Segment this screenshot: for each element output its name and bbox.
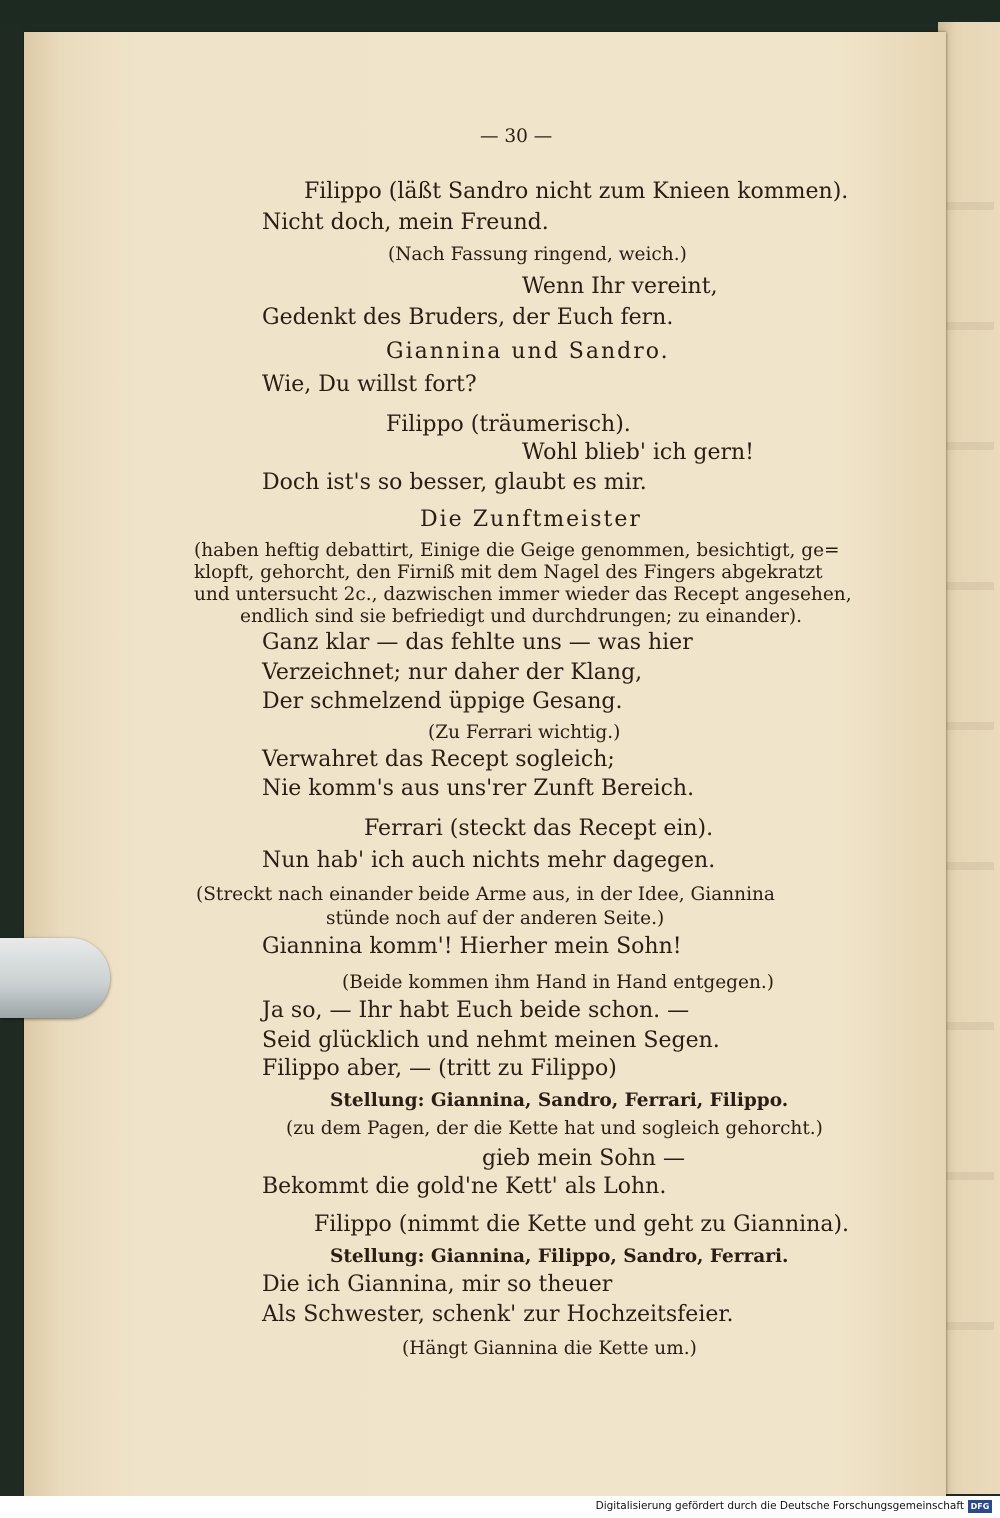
stage-direction: (Zu Ferrari wichtig.) [428,722,621,743]
speaker-line: Filippo (läßt Sandro nicht zum Knieen kommen). [304,179,849,204]
stage-direction: (zu dem Pagen, der die Kette hat und sogleich gehorcht.) [286,1118,823,1139]
speaker-line: Filippo (nimmt die Kette und geht zu Giannina). [314,1212,850,1237]
page-clip-tab [0,938,110,1018]
page-number: — 30 — [480,126,553,147]
verse-line: gieb mein Sohn — [482,1146,685,1171]
footer-credit: Digitalisierung gefördert durch die Deutsche Forschungsgemeinschaft [595,1500,964,1512]
verse-line: Nun hab' ich auch nichts mehr dagegen. [262,848,716,873]
top-background [0,0,1000,24]
stage-direction: endlich sind sie befriedigt und durchdrungen; zu einander). [240,606,803,627]
facing-page-edge [938,22,1000,1494]
verse-line: Ganz klar — das fehlte uns — was hier [262,630,693,655]
verse-line: Bekommt die gold'ne Kett' als Lohn. [262,1174,667,1199]
stage-direction: stünde noch auf der anderen Seite.) [326,908,665,929]
stage-direction: (Streckt nach einander beide Arme aus, in der Idee, Giannina [196,884,775,905]
verse-line: Verzeichnet; nur daher der Klang, [262,660,643,685]
speaker-line: Giannina und Sandro. [386,339,670,364]
verse-line: Gedenkt des Bruders, der Euch fern. [262,305,674,330]
stage-direction: und untersucht 2c., dazwischen immer wieder das Recept angesehen, [194,584,852,605]
stage-direction: klopft, gehorcht, den Firniß mit dem Nagel des Fingers abgekratzt [194,562,823,583]
verse-line: Der schmelzend üppige Gesang. [262,689,623,714]
verse-line: Die ich Giannina, mir so theuer [262,1272,613,1297]
verse-line: Als Schwester, schenk' zur Hochzeitsfeier. [262,1302,734,1327]
verse-line: Wie, Du willst fort? [262,372,477,397]
footer-bar [0,1496,1000,1518]
book-page [24,32,946,1498]
verse-line: Nicht doch, mein Freund. [262,210,549,235]
verse-line: Seid glücklich und nehmt meinen Segen. [262,1028,720,1053]
verse-line: Doch ist's so besser, glaubt es mir. [262,470,647,495]
verse-line: Wohl blieb' ich gern! [522,440,755,465]
verse-line: Giannina komm'! Hierher mein Sohn! [262,934,682,959]
stage-direction: (Beide kommen ihm Hand in Hand entgegen.) [342,972,774,993]
verse-line: Nie komm's aus uns'rer Zunft Bereich. [262,776,695,801]
dfg-logo: DFG [968,1500,992,1513]
verse-line: Verwahret das Recept sogleich; [262,747,615,772]
speaker-line: Die Zunftmeister [420,507,642,532]
stage-direction: (Nach Fassung ringend, weich.) [388,244,687,265]
speaker-line: Filippo (träumerisch). [386,412,631,437]
stage-position: Stellung: Giannina, Filippo, Sandro, Ferrari. [330,1246,789,1267]
verse-line: Filippo aber, — (tritt zu Filippo) [262,1056,617,1081]
verse-line: Wenn Ihr vereint, [522,274,718,299]
stage-position: Stellung: Giannina, Sandro, Ferrari, Filippo. [330,1090,789,1111]
speaker-line: Ferrari (steckt das Recept ein). [364,816,714,841]
verse-line: Ja so, — Ihr habt Euch beide schon. — [262,998,690,1023]
stage-direction: (haben heftig debattirt, Einige die Geige genommen, besichtigt, ge= [194,540,840,561]
stage-direction: (Hängt Giannina die Kette um.) [402,1338,697,1359]
